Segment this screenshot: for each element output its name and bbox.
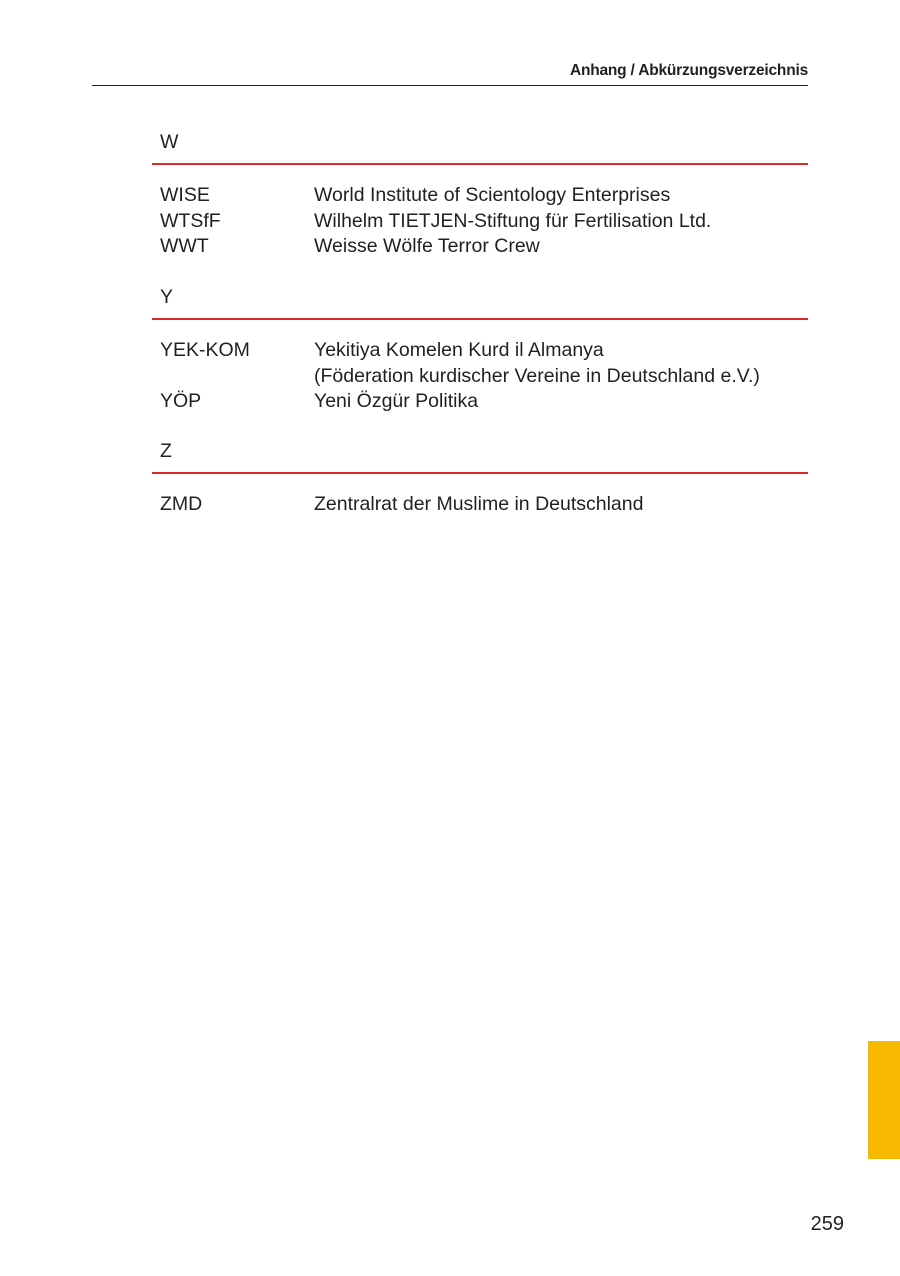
expansion — [314, 234, 808, 260]
abbreviation: ZMD — [160, 493, 203, 515]
expansion — [314, 209, 808, 235]
section-letter: W — [152, 130, 808, 165]
abbreviation-entry — [152, 209, 808, 235]
header-title: Anhang / Abkürzungsverzeichnis — [569, 62, 808, 79]
expansion — [314, 389, 808, 415]
abbreviation-entry — [152, 389, 808, 415]
expansion — [314, 183, 808, 209]
section-w — [152, 130, 808, 260]
expansion-line: (Föderation kurdischer Vereine in Deutschland e.V.) — [314, 364, 760, 387]
section-letter: Y — [152, 285, 808, 320]
abbreviation: WISE — [160, 184, 210, 206]
page-number: 259 — [810, 1213, 844, 1235]
expansion-line: World Institute of Scientology Enterprises — [314, 184, 671, 206]
entry-list — [152, 474, 808, 518]
abbreviation: YEK-KOM — [160, 339, 250, 361]
running-header — [92, 60, 808, 86]
expansion-line: Yeni Özgür Politika — [314, 390, 479, 412]
abbreviation-entry — [152, 183, 808, 209]
expansion — [314, 492, 808, 518]
section-letter: Z — [152, 439, 808, 474]
abbreviation-entry — [152, 492, 808, 518]
section-y — [152, 285, 808, 415]
expansion-line: Weisse Wölfe Terror Crew — [314, 235, 540, 257]
thumb-index-tab — [868, 1041, 900, 1159]
abbreviation-entry — [152, 234, 808, 260]
abbreviation-entry — [152, 338, 808, 389]
section-z — [152, 439, 808, 518]
abbreviation: WWT — [160, 235, 209, 257]
expansion-line: Zentralrat der Muslime in Deutschland — [314, 493, 644, 515]
entry-list — [152, 320, 808, 415]
abbreviation: YÖP — [160, 390, 202, 412]
entry-list — [152, 165, 808, 260]
expansion-line: Wilhelm TIETJEN-Stiftung für Fertilisation Ltd. — [314, 209, 712, 232]
expansion — [314, 338, 808, 389]
abbreviation: WTSfF — [160, 209, 221, 232]
expansion-line: Yekitiya Komelen Kurd il Almanya — [314, 339, 604, 361]
